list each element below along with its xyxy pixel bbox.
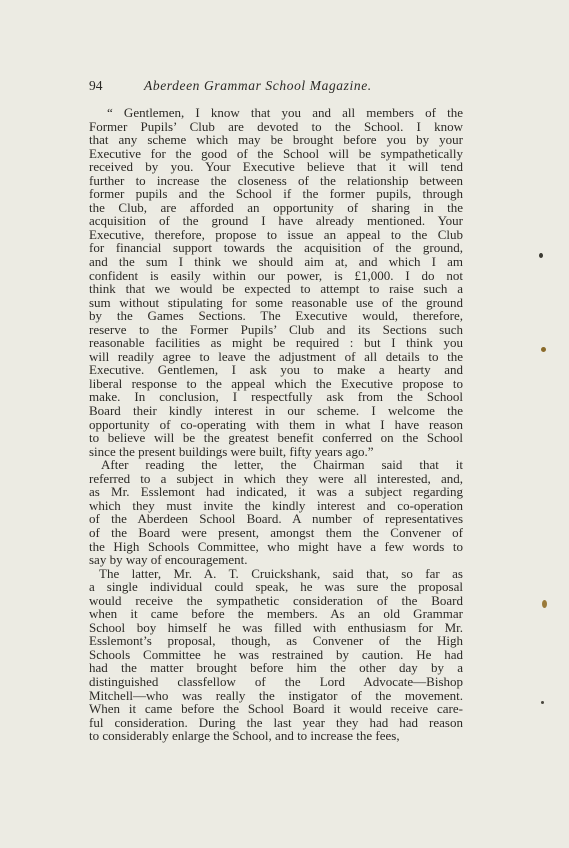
paragraph-first-line: “ Gentlemen, I know that you and all members of the <box>107 105 463 120</box>
text-line: sum without stipulating for some reasonable use of the ground <box>89 294 463 310</box>
journal-title: Aberdeen Grammar School Magazine. <box>144 78 372 93</box>
margin-spot <box>541 347 546 352</box>
text-line: when it came before the members. As an old Grammar <box>89 606 463 622</box>
text-line: Executive, therefore, propose to issue an appeal to the Club <box>89 226 463 242</box>
text-line: Esslemont’s proposal, though, as Convener of the High <box>89 633 463 649</box>
text-line: make. In conclusion, I respectfully ask from the School <box>89 389 463 405</box>
text-line: ful consideration. During the last year they had had reason <box>89 714 463 730</box>
text-line: Schools Committee he was restrained by caution. He had <box>89 646 463 662</box>
text-line: would receive the sympathetic consideration of the Board <box>89 592 463 608</box>
text-line: to considerably enlarge the School, and to increase the fees, <box>89 728 400 744</box>
text-line: Executive. Gentlemen, I ask you to make a hearty and <box>89 362 463 378</box>
running-head <box>89 78 469 96</box>
text-line: distinguished classfellow of the Lord Advocate—Bishop <box>89 673 463 689</box>
text-line: reserve to the Former Pupils’ Club and its Sections such <box>89 321 463 337</box>
text-line: Former Pupils’ Club are devoted to the School. I know <box>89 118 463 134</box>
text-line: opportunity of co-operating with them in what I have reason <box>89 416 463 432</box>
text-line: which they must invite the kindly interest and co-operation <box>89 497 463 513</box>
text-line: for financial support towards the acquisition of the ground, <box>89 240 463 256</box>
text-line: that any scheme which may be brought before you by your <box>89 132 463 148</box>
text-line: further to increase the closeness of the relationship between <box>89 172 463 188</box>
text-line: Board their kindly interest in our scheme. I welcome the <box>89 403 463 419</box>
margin-spot <box>542 600 547 608</box>
text-line: say by way of encouragement. <box>89 552 248 568</box>
text-line: since the present buildings were built, fifty years ago.” <box>89 443 374 459</box>
text-line: Executive for the good of the School will be sympathetically <box>89 145 463 161</box>
margin-spot <box>539 253 543 258</box>
text-line: the High Schools Committee, who might have a few words to <box>89 538 463 554</box>
text-line: will readily agree to leave the adjustment of all details to the <box>89 348 463 364</box>
text-line: as Mr. Esslemont had indicated, it was a subject regarding <box>89 484 463 500</box>
text-line: by the Games Sections. The Executive would, therefore, <box>89 308 463 324</box>
margin-spot <box>541 701 544 704</box>
text-line: confident is easily within our power, is £1,000. I do not <box>89 267 463 283</box>
text-line: referred to a subject in which they were all interested, and, <box>89 470 463 486</box>
text-line: of the Aberdeen School Board. A number of representatives <box>89 511 463 527</box>
text-line: When it came before the School Board it would receive care- <box>89 701 463 717</box>
text-line: think that we would be expected to attempt to raise such a <box>89 281 463 297</box>
text-line: of the Board were present, amongst them the Convener of <box>89 524 463 540</box>
text-line: received by you. Your Executive believe that it will tend <box>89 159 463 175</box>
body-text <box>89 106 463 743</box>
text-line: Mitchell—who was really the instigator of the movement. <box>89 687 463 703</box>
text-line: former pupils and the School if the former pupils, through <box>89 186 463 202</box>
text-line: had the matter brought before him the other day by a <box>89 660 463 676</box>
text-line: and the sum I think we should aim at, and which I am <box>89 254 463 270</box>
text-line: acquisition of the ground I have already mentioned. Your <box>89 213 463 229</box>
text-line: the Club, are afforded an opportunity of sharing in the <box>89 199 463 215</box>
paragraph-first-line: After reading the letter, the Chairman said that it <box>101 457 463 473</box>
paragraph-first-line: The latter, Mr. A. T. Cruickshank, said that, so far as <box>99 565 463 581</box>
text-line: reasonable facilities as might be required : but I think you <box>89 335 463 351</box>
text-line: liberal response to the appeal which the Executive propose to <box>89 375 463 391</box>
text-line: a single individual could speak, he was sure the proposal <box>89 579 463 595</box>
text-line: School boy himself he was filled with enthusiasm for Mr. <box>89 619 463 635</box>
page-number: 94 <box>89 78 103 93</box>
text-line: to believe will be the greatest benefit conferred on the School <box>89 430 463 446</box>
